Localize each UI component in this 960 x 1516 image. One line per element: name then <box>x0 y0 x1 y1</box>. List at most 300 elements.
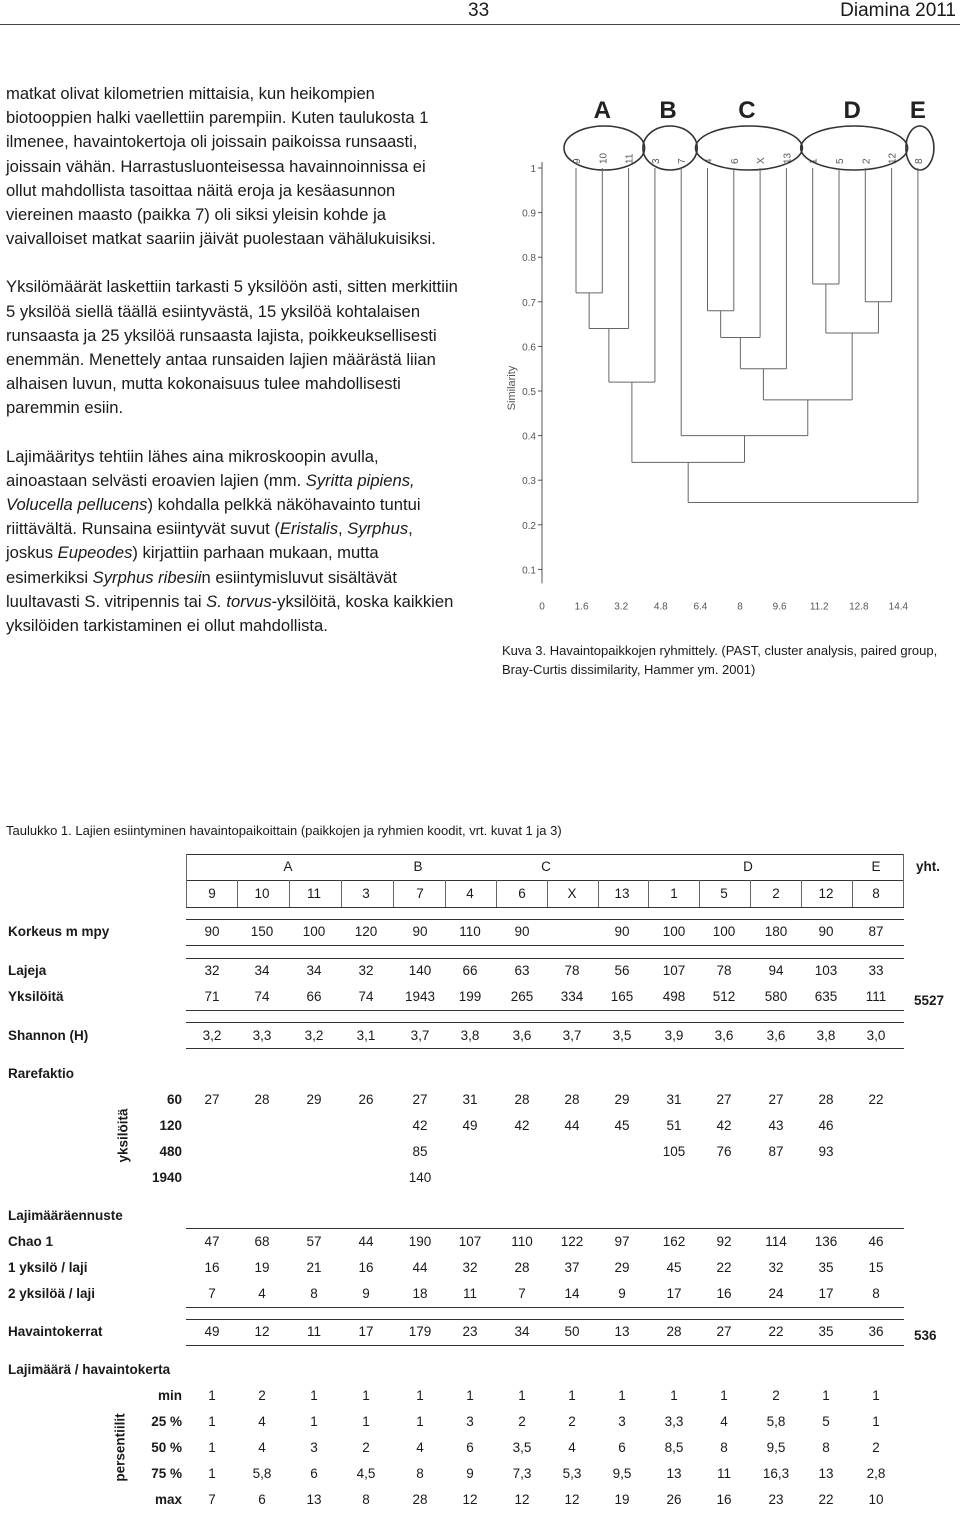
table-cell: 580 <box>764 989 788 1004</box>
table-cell: 13 <box>666 1466 682 1481</box>
total-cell: 5527 <box>914 993 945 1008</box>
text-span: -yksilöitä, koska kaikkien yksilöiden tarkistaminen ei ollut mahdollista. <box>6 591 454 636</box>
table-cell: 13 <box>614 1324 630 1339</box>
group-header: A <box>283 859 293 874</box>
table-cell: 9,5 <box>612 1466 632 1481</box>
row-label: Rarefaktio <box>8 1066 75 1081</box>
table-cell: 16 <box>204 1260 220 1275</box>
table-cell: 47 <box>204 1234 220 1249</box>
table-cell: 18 <box>412 1286 428 1301</box>
site-header: 9 <box>208 886 216 901</box>
table-cell: 36 <box>868 1324 884 1339</box>
leaf-label: 8 <box>913 158 925 164</box>
table-cell: 122 <box>560 1234 584 1249</box>
italic-text: Syrphus <box>347 519 409 539</box>
table-rule <box>186 880 904 881</box>
site-header: 4 <box>466 886 474 901</box>
table-rule <box>186 1228 904 1229</box>
table-cell: 50 <box>564 1324 580 1339</box>
site-header: 7 <box>416 886 424 901</box>
table-cell: 87 <box>868 924 884 939</box>
table-cell: 512 <box>712 989 736 1004</box>
table-cell: 11 <box>716 1466 731 1481</box>
y-tick-label: 0.6 <box>522 342 536 354</box>
table-cell: 5 <box>822 1414 830 1429</box>
table-cell: 110 <box>511 1234 533 1249</box>
table-cell: 23 <box>768 1492 784 1507</box>
table-cell: 2 <box>568 1414 576 1429</box>
table-cell: 12 <box>254 1324 270 1339</box>
table-cell: 45 <box>666 1260 682 1275</box>
table-cell: 22 <box>716 1260 732 1275</box>
table-cell: 28 <box>254 1092 270 1107</box>
table-cell: 199 <box>458 989 482 1004</box>
table-cell: 6 <box>310 1466 318 1481</box>
table-cell: 43 <box>768 1118 784 1133</box>
row-label: 120 <box>159 1118 182 1133</box>
group-letter: E <box>909 97 926 124</box>
table-cell: 1 <box>310 1414 318 1429</box>
table-cell: 17 <box>818 1286 834 1301</box>
table-cell: 10 <box>868 1492 884 1507</box>
table-cell: 51 <box>666 1118 682 1133</box>
site-header: 6 <box>518 886 526 901</box>
table-cell: 16 <box>358 1260 374 1275</box>
table-cell: 16,3 <box>762 1466 790 1481</box>
leaf-label: 7 <box>677 158 689 164</box>
table-cell: 33 <box>868 963 884 978</box>
table-cell: 1 <box>568 1388 576 1403</box>
row-label: Lajeja <box>8 963 47 978</box>
table-cell: 12 <box>514 1492 530 1507</box>
text-span: Lajimääritys tehtiin lähes aina mikroskoopin avulla, ainoastaan selvästi eroavien lajien (mm. <box>6 446 379 490</box>
table-cell: 3,5 <box>612 1028 632 1043</box>
table-cell: 3,8 <box>816 1028 836 1043</box>
table-cell: 28 <box>666 1324 682 1339</box>
leaf-label: 1 <box>808 158 820 164</box>
table-cell: 35 <box>818 1324 834 1339</box>
leaf-label: 5 <box>835 158 846 164</box>
table-cell: 107 <box>662 963 686 978</box>
table-cell: 3,2 <box>304 1028 324 1043</box>
table-cell: 37 <box>564 1260 580 1275</box>
table-cell: 15 <box>868 1260 884 1275</box>
row-label: Chao 1 <box>8 1234 54 1249</box>
leaf-label: 6 <box>729 158 741 164</box>
y-tick-label: 0.3 <box>522 476 536 488</box>
table-cell: 3,7 <box>410 1028 430 1043</box>
table-cell: 1 <box>872 1414 880 1429</box>
table-cell: 4 <box>258 1286 266 1301</box>
table-cell: 5,3 <box>562 1466 582 1481</box>
site-header: X <box>567 886 577 901</box>
journal-title: Diamina 2011 <box>840 0 956 21</box>
y-tick-label: 0.9 <box>522 208 536 220</box>
table-cell: 42 <box>412 1118 428 1133</box>
table-cell: 8 <box>362 1492 370 1507</box>
table-cell: 19 <box>614 1492 630 1507</box>
table-rule <box>186 1345 904 1346</box>
table-cell: 45 <box>614 1118 630 1133</box>
percentile-side-label: persentiilit <box>112 1413 128 1482</box>
table-cell: 3,3 <box>664 1414 684 1429</box>
table-cell: 2 <box>772 1388 780 1403</box>
table-cell: 97 <box>614 1234 630 1249</box>
table-cell: 16 <box>716 1492 732 1507</box>
row-label: 60 <box>166 1092 182 1107</box>
site-header: 11 <box>306 886 321 901</box>
text-span: Yksilömäärät laskettiin tarkasti 5 yksilöön asti, sitten merkittiin 5 yksilöä siellä täällä esiintyvästä, 15 yksilöä kohtalaisen runsaasta ja 25 yksilöä runsaasta lajista, poikkeuksellisesti enemmän. Menettely antaa runsaiden lajien määrästä liian alhaisen luvun, mutta kokonaisuus tulee mahdollisesti paremmin esiin. <box>6 277 458 418</box>
group-header: D <box>743 859 753 874</box>
leaf-label: 9 <box>572 158 583 164</box>
table-cell: 68 <box>254 1234 270 1249</box>
header-rule <box>0 24 960 25</box>
table-cell: 32 <box>462 1260 478 1275</box>
table-cell: 3 <box>310 1440 318 1455</box>
table-column-rule <box>393 880 394 907</box>
group-letter: C <box>738 97 756 124</box>
table-cell: 28 <box>564 1092 580 1107</box>
table-cell: 4,5 <box>356 1466 376 1481</box>
table-cell: 3,6 <box>714 1028 734 1043</box>
table-cell: 9 <box>618 1286 626 1301</box>
table-cell: 28 <box>412 1492 428 1507</box>
row-label: Yksilöitä <box>8 989 64 1004</box>
group-header: B <box>413 859 423 874</box>
table-cell: 4 <box>258 1440 266 1455</box>
table-cell: 35 <box>818 1260 834 1275</box>
table-cell: 49 <box>204 1324 220 1339</box>
table-cell: 21 <box>306 1260 322 1275</box>
table-cell: 3 <box>466 1414 474 1429</box>
y-tick-label: 0.7 <box>522 297 536 309</box>
table-cell: 42 <box>514 1118 530 1133</box>
site-header: 3 <box>362 886 370 901</box>
text-span: , joskus <box>6 519 413 563</box>
row-label: 1940 <box>151 1170 182 1185</box>
table-cell: 6 <box>618 1440 626 1455</box>
table-rule <box>186 854 904 855</box>
body-text-column <box>6 82 458 662</box>
x-tick-label: 11.2 <box>809 601 829 613</box>
table-cell: 22 <box>868 1092 884 1107</box>
table-cell: 162 <box>662 1234 686 1249</box>
paragraph <box>6 275 458 420</box>
text-span: n esiintymisluvut sisältävät luultavasti S. vitripennis tai <box>6 567 398 611</box>
italic-text: Syritta pipiens, Volucella pellucens <box>6 470 415 515</box>
table-cell: 85 <box>412 1144 428 1159</box>
table-cell: 5,8 <box>766 1414 786 1429</box>
y-axis-label: Similarity <box>506 365 518 411</box>
table-cell: 498 <box>662 989 686 1004</box>
italic-text: S. torvus <box>206 591 272 611</box>
table-cell: 140 <box>408 963 432 978</box>
table-cell: 26 <box>358 1092 374 1107</box>
table-cell: 3,6 <box>766 1028 786 1043</box>
table-caption: Taulukko 1. Lajien esiintyminen havaintopaikoittain (paikkojen ja ryhmien koodit, vrt. kuvat 1 ja 3) <box>6 823 562 838</box>
table-cell: 120 <box>354 924 378 939</box>
table-cell: 17 <box>358 1324 374 1339</box>
leaf-label: X <box>756 157 768 164</box>
row-label: 2 yksilöä / laji <box>8 1286 96 1301</box>
row-label: Korkeus m mpy <box>8 924 110 939</box>
paragraph <box>6 82 458 251</box>
table-cell: 136 <box>814 1234 838 1249</box>
table-cell: 140 <box>408 1170 432 1185</box>
table-cell: 34 <box>306 963 322 978</box>
table-cell: 4 <box>416 1440 424 1455</box>
table-cell: 8 <box>416 1466 424 1481</box>
table-cell: 13 <box>306 1492 322 1507</box>
site-header: 1 <box>670 886 678 901</box>
table-cell: 265 <box>510 989 534 1004</box>
table-cell: 87 <box>768 1144 784 1159</box>
table-cell: 78 <box>564 963 580 978</box>
table-cell: 1 <box>518 1388 526 1403</box>
table-rule <box>186 1048 904 1049</box>
table-cell: 3,6 <box>512 1028 532 1043</box>
row-label: 50 % <box>151 1440 182 1455</box>
table-cell: 12 <box>564 1492 580 1507</box>
figure-caption: Kuva 3. Havaintopaikkojen ryhmittely. (PAST, cluster analysis, paired group, Bray-Curtis dissimilarity, Hammer ym. 2001) <box>502 643 938 677</box>
table-cell: 11 <box>306 1324 321 1339</box>
page-number: 33 <box>468 0 490 21</box>
leaf-label: 11 <box>624 153 636 164</box>
table-cell: 1 <box>208 1466 216 1481</box>
table-cell: 42 <box>716 1118 732 1133</box>
table-cell: 103 <box>814 963 838 978</box>
table-rule <box>186 907 904 908</box>
table-rule <box>186 945 904 946</box>
table-cell: 17 <box>666 1286 682 1301</box>
table-cell: 9 <box>362 1286 370 1301</box>
table-cell: 1 <box>466 1388 474 1403</box>
table-cell: 100 <box>662 924 686 939</box>
table-cell: 13 <box>818 1466 834 1481</box>
table-cell: 27 <box>204 1092 220 1107</box>
table-cell: 31 <box>462 1092 478 1107</box>
table-cell: 1 <box>416 1388 424 1403</box>
table-cell: 7,3 <box>512 1466 532 1481</box>
group-letter: D <box>843 97 861 124</box>
table-cell: 66 <box>462 963 478 978</box>
table-cell: 111 <box>865 989 887 1004</box>
table-cell: 92 <box>716 1234 732 1249</box>
row-label: 1 yksilö / laji <box>8 1260 88 1275</box>
table-cell: 8 <box>720 1440 728 1455</box>
table-rule <box>186 919 904 920</box>
group-oval <box>643 126 697 170</box>
table-cell: 12 <box>462 1492 478 1507</box>
table-cell: 22 <box>818 1492 834 1507</box>
table-cell: 27 <box>716 1324 732 1339</box>
table-cell: 29 <box>614 1092 630 1107</box>
table-cell: 2 <box>518 1414 526 1429</box>
table-cell: 1 <box>618 1388 626 1403</box>
row-label: Shannon (H) <box>8 1028 89 1043</box>
table-cell: 1 <box>362 1414 370 1429</box>
row-label: Lajimääräennuste <box>8 1208 123 1223</box>
table-cell: 34 <box>254 963 270 978</box>
table-cell: 100 <box>712 924 736 939</box>
table-cell: 8 <box>310 1286 318 1301</box>
table-cell: 28 <box>514 1092 530 1107</box>
table-cell: 4 <box>720 1414 728 1429</box>
table-cell: 1 <box>872 1388 880 1403</box>
y-tick-label: 0.1 <box>522 565 536 577</box>
table-cell: 5,8 <box>252 1466 272 1481</box>
rarefaction-side-label: yksilöitä <box>115 1108 131 1163</box>
italic-text: Syrphus ribesii <box>92 567 202 587</box>
table-cell: 23 <box>462 1324 478 1339</box>
y-tick-label: 0.2 <box>522 520 536 532</box>
table-cell: 7 <box>208 1286 216 1301</box>
table-cell: 28 <box>818 1092 834 1107</box>
table-cell: 2 <box>872 1440 880 1455</box>
table-cell: 29 <box>614 1260 630 1275</box>
table-cell: 11 <box>462 1286 477 1301</box>
text-span: ) kirjattiin parhaan mukaan, mutta esimerkiksi <box>6 543 379 587</box>
leaf-label: 3 <box>650 158 662 164</box>
group-header: C <box>541 859 551 874</box>
row-label: 25 % <box>151 1414 182 1429</box>
table-cell: 1 <box>208 1414 216 1429</box>
table-cell: 90 <box>412 924 428 939</box>
x-tick-label: 8 <box>737 601 743 613</box>
x-tick-label: 3.2 <box>614 601 629 613</box>
paragraph <box>6 445 458 639</box>
table-cell: 49 <box>462 1118 478 1133</box>
table-cell: 44 <box>412 1260 428 1275</box>
group-letter: B <box>659 97 677 124</box>
table-cell: 32 <box>204 963 220 978</box>
table-cell: 56 <box>614 963 630 978</box>
table-cell: 8 <box>872 1286 880 1301</box>
table-rule <box>186 1022 904 1023</box>
table-cell: 71 <box>204 989 220 1004</box>
table-cell: 1 <box>416 1414 424 1429</box>
table-cell: 78 <box>716 963 732 978</box>
table-cell: 1 <box>208 1440 216 1455</box>
table-cell: 32 <box>358 963 374 978</box>
x-tick-label: 9.6 <box>772 601 787 613</box>
table-cell: 34 <box>514 1324 530 1339</box>
row-label: 480 <box>159 1144 182 1159</box>
site-header: 8 <box>872 886 880 901</box>
table-cell: 3,0 <box>866 1028 886 1043</box>
table-rule <box>186 1010 904 1011</box>
table-cell: 3,3 <box>252 1028 272 1043</box>
table-rule <box>186 958 904 959</box>
table-cell: 6 <box>466 1440 474 1455</box>
site-header: 12 <box>818 886 834 901</box>
table-cell: 334 <box>560 989 584 1004</box>
table-cell: 22 <box>768 1324 784 1339</box>
table-cell: 90 <box>204 924 220 939</box>
table-cell: 93 <box>818 1144 834 1159</box>
table-cell: 7 <box>518 1286 526 1301</box>
y-tick-label: 1 <box>530 164 536 175</box>
table-cell: 31 <box>666 1092 682 1107</box>
table-cell: 3,8 <box>460 1028 480 1043</box>
leaf-label: 13 <box>782 152 794 164</box>
table-cell: 46 <box>868 1234 884 1249</box>
table-cell: 150 <box>250 924 274 939</box>
table-cell: 180 <box>764 924 788 939</box>
table-cell: 27 <box>412 1092 428 1107</box>
leaf-label: 2 <box>861 158 873 164</box>
table-cell: 4 <box>568 1440 576 1455</box>
table-cell: 8 <box>822 1440 830 1455</box>
row-label: min <box>157 1388 182 1403</box>
leaf-label: 10 <box>598 152 610 164</box>
site-header: 10 <box>254 886 270 901</box>
group-oval <box>696 126 803 170</box>
group-oval <box>801 126 908 170</box>
table-cell: 66 <box>306 989 322 1004</box>
table-cell: 9 <box>466 1466 474 1481</box>
table-cell: 32 <box>768 1260 784 1275</box>
x-tick-label: 14.4 <box>888 601 909 613</box>
table-cell: 63 <box>514 963 530 978</box>
row-label: 75 % <box>151 1466 182 1481</box>
table-cell: 2,8 <box>866 1466 886 1481</box>
dendrogram-figure <box>500 80 955 640</box>
table-cell: 8,5 <box>664 1440 684 1455</box>
table-cell: 46 <box>818 1118 834 1133</box>
table-cell: 9,5 <box>766 1440 786 1455</box>
table-cell: 29 <box>306 1092 322 1107</box>
row-label: Havaintokerrat <box>8 1324 103 1339</box>
table-cell: 1 <box>310 1388 318 1403</box>
table-cell: 44 <box>564 1118 580 1133</box>
table-cell: 1 <box>670 1388 678 1403</box>
table-cell: 3 <box>618 1414 626 1429</box>
row-label: max <box>154 1492 182 1507</box>
table-cell: 1 <box>208 1388 216 1403</box>
table-cell: 635 <box>814 989 838 1004</box>
leaf-label: 4 <box>703 158 715 164</box>
table-cell: 165 <box>610 989 634 1004</box>
total-header: yht. <box>916 859 941 874</box>
table-cell: 90 <box>818 924 834 939</box>
italic-text: Eristalis <box>279 519 339 539</box>
table-cell: 24 <box>768 1286 784 1301</box>
table-cell: 6 <box>258 1492 266 1507</box>
italic-text: Eupeodes <box>57 543 133 563</box>
table-cell: 179 <box>408 1324 432 1339</box>
table-cell: 100 <box>302 924 326 939</box>
table-cell: 3,7 <box>562 1028 582 1043</box>
table-cell: 74 <box>358 989 374 1004</box>
table-cell: 90 <box>614 924 630 939</box>
table-cell: 3,5 <box>512 1440 532 1455</box>
table-cell: 110 <box>459 924 481 939</box>
table-cell: 74 <box>254 989 270 1004</box>
table-cell: 16 <box>716 1286 732 1301</box>
group-letter: A <box>593 97 611 124</box>
leaf-label: 12 <box>887 152 899 164</box>
table-cell: 7 <box>208 1492 216 1507</box>
y-tick-label: 0.5 <box>522 387 536 398</box>
table-cell: 90 <box>514 924 530 939</box>
x-tick-label: 4.8 <box>653 601 668 613</box>
table-cell: 94 <box>768 963 784 978</box>
table-cell: 3,1 <box>356 1028 376 1043</box>
table-cell: 114 <box>765 1234 787 1249</box>
table-rule <box>186 1307 904 1308</box>
total-cell: 536 <box>914 1328 937 1343</box>
